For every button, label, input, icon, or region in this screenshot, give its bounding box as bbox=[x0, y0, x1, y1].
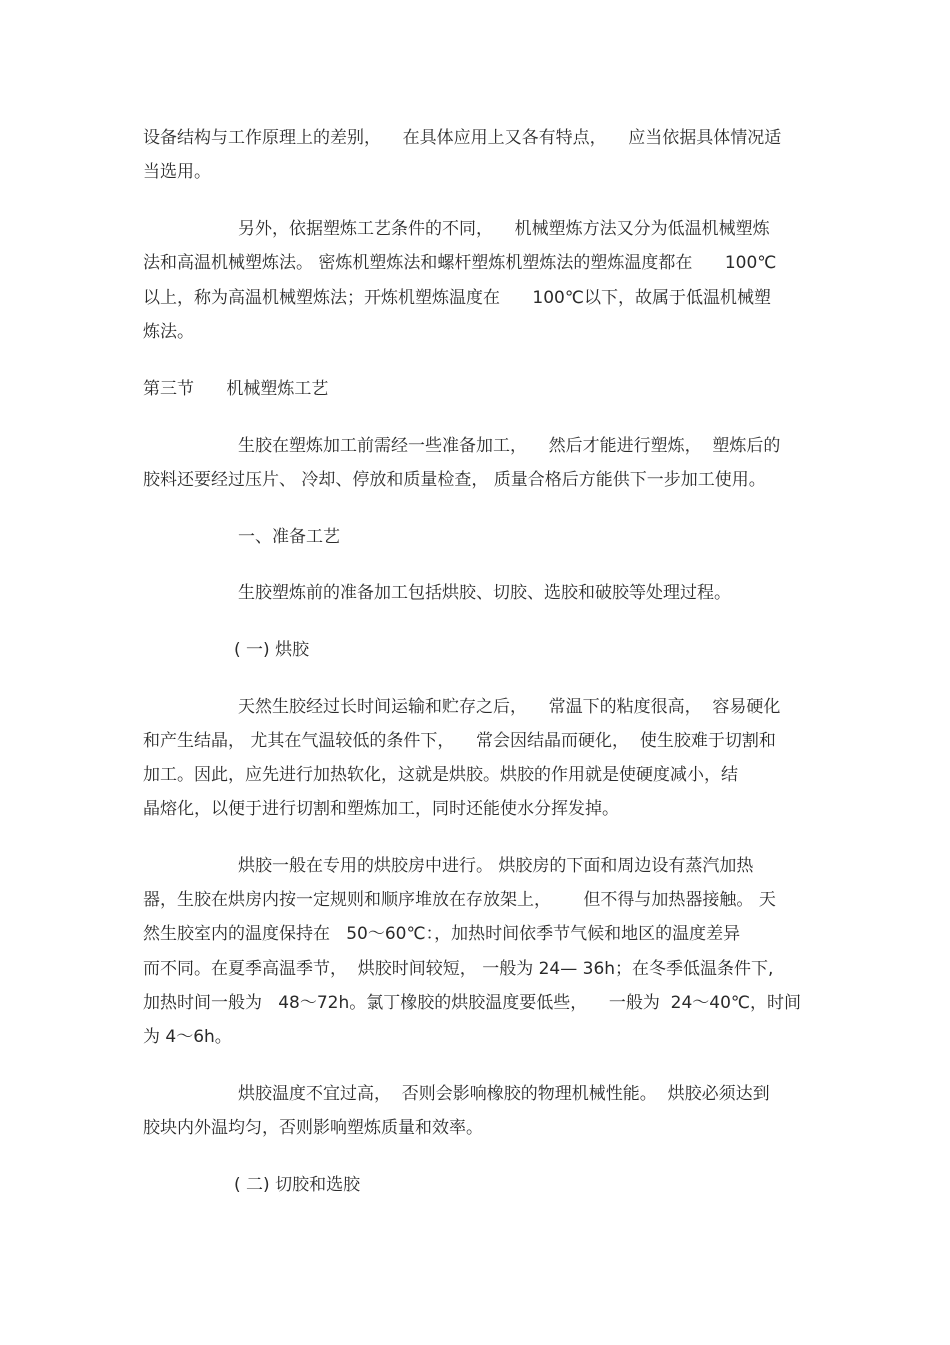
text-line: 而不同。在夏季高温季节， 烘胶时间较短， 一般为 24— 36h；在冬季低温条件下, bbox=[143, 959, 774, 979]
subsection-heading: 一、准备工艺 bbox=[238, 527, 340, 547]
text-line: 生胶在塑炼加工前需经一些准备加工， 然后才能进行塑炼， 塑炼后的 bbox=[238, 436, 781, 456]
text-line: 晶熔化，以便于进行切割和塑炼加工，同时还能使水分挥发掉。 bbox=[143, 799, 619, 819]
text-line: 法和高温机械塑炼法。 密炼机塑炼法和螺杆塑炼机塑炼法的塑炼温度都在 100℃ bbox=[143, 253, 777, 273]
subsection-heading: ( 二) 切胶和选胶 bbox=[234, 1175, 361, 1195]
text-line: 烘胶温度不宜过高， 否则会影响橡胶的物理机械性能。 烘胶必须达到 bbox=[238, 1084, 770, 1104]
text-line: 天然生胶经过长时间运输和贮存之后， 常温下的粘度很高， 容易硬化 bbox=[238, 697, 781, 717]
text-line: 为 4～6h。 bbox=[143, 1027, 232, 1047]
text-line: 然生胶室内的温度保持在 50～60℃：，加热时间依季节气候和地区的温度差异 bbox=[143, 924, 741, 944]
section-heading: 第三节 机械塑炼工艺 bbox=[143, 379, 329, 399]
subsection-heading: ( 一) 烘胶 bbox=[234, 640, 310, 660]
text-line: 烘胶一般在专用的烘胶房中进行。 烘胶房的下面和周边设有蒸汽加热 bbox=[238, 856, 754, 876]
text-line: 另外，依据塑炼工艺条件的不同， 机械塑炼方法又分为低温机械塑炼 bbox=[238, 219, 770, 239]
text-line: 当选用。 bbox=[143, 162, 211, 182]
text-line: 设备结构与工作原理上的差别， 在具体应用上又各有特点， 应当依据具体情况适 bbox=[143, 128, 782, 148]
text-line: 和产生结晶， 尤其在气温较低的条件下， 常会因结晶而硬化， 使生胶难于切割和 bbox=[143, 731, 776, 751]
text-line: 加热时间一般为 48～72h。氯丁橡胶的烘胶温度要低些， 一般为 24～40℃，时间 bbox=[143, 993, 802, 1013]
text-line: 胶料还要经过压片、 冷却、停放和质量检查， 质量合格后方能供下一步加工使用。 bbox=[143, 470, 766, 490]
text-line: 以上，称为高温机械塑炼法；开炼机塑炼温度在 100℃以下，故属于低温机械塑 bbox=[143, 288, 771, 308]
text-line: 生胶塑炼前的准备加工包括烘胶、切胶、选胶和破胶等处理过程。 bbox=[238, 583, 731, 603]
text-line: 器，生胶在烘房内按一定规则和顺序堆放在存放架上， 但不得与加热器接触。 天 bbox=[143, 890, 776, 910]
text-line: 加工。因此，应先进行加热软化，这就是烘胶。烘胶的作用就是使硬度减小，结 bbox=[143, 765, 738, 785]
text-line: 胶块内外温均匀，否则影响塑炼质量和效率。 bbox=[143, 1118, 483, 1138]
text-line: 炼法。 bbox=[143, 322, 194, 342]
